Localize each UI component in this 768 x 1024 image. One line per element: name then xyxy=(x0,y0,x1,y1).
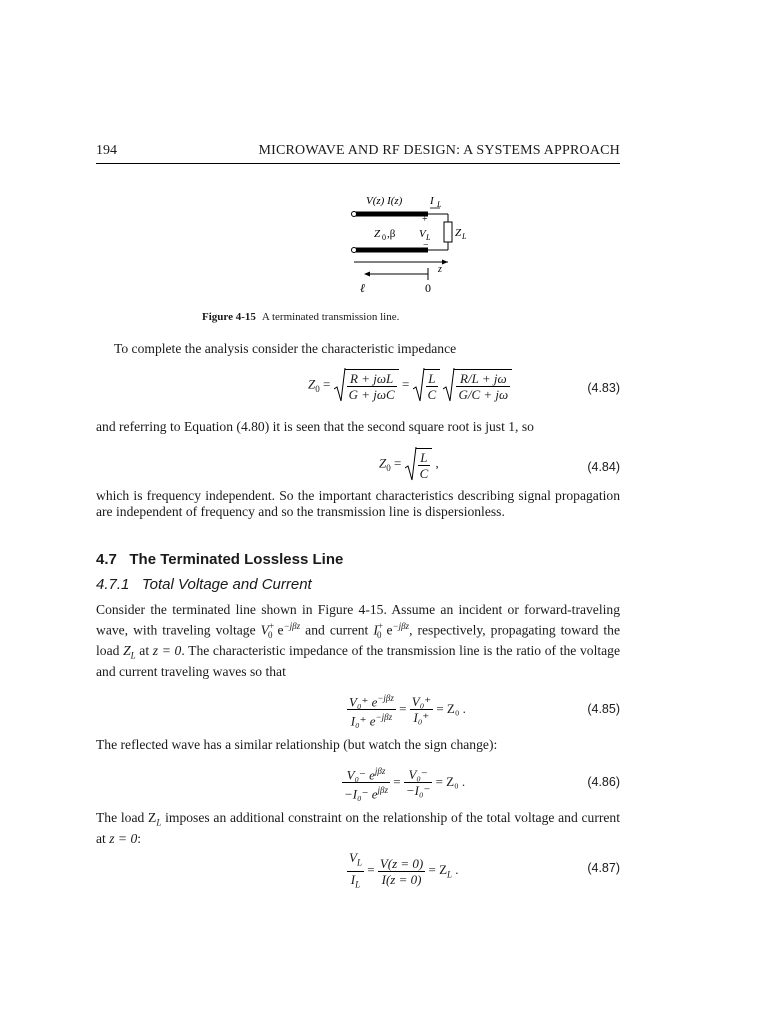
eq-487-rhs-sub: L xyxy=(447,869,453,880)
figure-4-15 xyxy=(336,188,496,298)
figure-caption-text: A terminated transmission line. xyxy=(261,311,400,323)
eq-484-sqrt xyxy=(405,448,433,481)
paragraph-terminated-line: Consider the terminated line shown in Figure 4-15. Assume an incident or forward-traveling wave, with traveling voltage $V^+_0$ $e^{-j\beta z}$ and current $I^+_0$ $e^{-j\beta z}$, respectively, propagating toward the load $Z_L$ at z = 0. The characteristic impedance of the transmission line is the ratio of the voltage and current traveling waves so that xyxy=(96,602,621,679)
paragraph-second-root: and referring to Equation (4.80) it is seen that the second square root is just 1, so xyxy=(96,419,534,434)
vl-label: V xyxy=(419,228,426,240)
eq-486-num-2: V₀⁻ xyxy=(404,767,432,783)
eq-485-num-1-sup: −jβz xyxy=(377,693,394,703)
paragraph-reflected-wave: The reflected wave has a similar relationship (but watch the sign change): xyxy=(96,737,498,752)
eq-487-den-1-sub: L xyxy=(355,879,361,890)
section-heading xyxy=(96,551,343,568)
equation-4-85: $\frac{V_0^+ e^{-j\beta z}}{I_0^+ e^{-j\beta z}}$ = $\frac{\text{V₀⁺}}{\text{I₀⁺}}$ = Z₀ . (4.85) xyxy=(349,693,620,729)
eq-483-lhs: Z xyxy=(308,376,316,392)
eq-485-num-1: V₀⁺ e xyxy=(349,694,378,710)
transmission-line-diagram xyxy=(336,188,496,298)
plus-sign: + xyxy=(422,214,428,225)
equation-4-86: $\frac{V_0^- e^{j\beta z}}{-I_0^- e^{j\beta z}}$ = $\frac{\text{V₀⁻}}{\text{−I₀⁻}}$ = Z₀ . (4.86) xyxy=(344,766,620,802)
eq-487-num-2: V(z = 0) xyxy=(379,855,424,871)
equation-number-4-83: (4.83) xyxy=(587,381,620,395)
minus-sign: − xyxy=(423,240,429,251)
subsection-title: Total Voltage and Current xyxy=(141,576,312,593)
eq-487-den-2: I(z = 0) xyxy=(381,871,422,887)
eq-486-den-1: −I₀⁻ e xyxy=(344,786,378,802)
eq-486-den-2: −I₀⁻ xyxy=(405,783,431,799)
eq-487-rhs: = Z xyxy=(428,862,448,878)
figure-caption-label: Figure 4-15 xyxy=(202,311,256,323)
equation-4-84: $Z_0$ = $\frac{L}{C}$ , (4.84) xyxy=(96,448,620,486)
eq-485-num-2: V₀⁺ xyxy=(411,694,432,710)
equation-number-4-87: (4.87) xyxy=(587,861,620,875)
equation-number-4-85: (4.85) xyxy=(587,702,620,716)
eq-487-tail: . xyxy=(455,862,459,878)
equation-4-87: $\frac{V_L}{I_L}$ = $\frac{V(z = 0)}{I(z = 0)}$ = $Z_L$ . (4.87) xyxy=(349,850,620,890)
z0-sub-label: 0 xyxy=(382,233,386,242)
subsection-number: 4.7.1 xyxy=(96,576,130,593)
zero-label: 0 xyxy=(425,281,431,295)
ell-label: ℓ xyxy=(360,281,365,295)
eq-486-num-1-sup: jβz xyxy=(374,766,386,776)
section-number: 4.7 xyxy=(96,551,117,568)
paragraph-intro: To complete the analysis consider the characteristic impedance xyxy=(114,341,457,356)
figure-caption xyxy=(202,311,399,323)
running-title: MICROWAVE AND RF DESIGN: A SYSTEMS APPROACH xyxy=(258,143,620,158)
eq-483-den-2: C xyxy=(427,387,437,402)
running-header xyxy=(96,143,620,163)
vl-sub-label: L xyxy=(426,233,431,242)
eq-483-sqrt-2 xyxy=(413,369,441,402)
eq-483-num-1: R + jωL xyxy=(347,371,397,387)
zl-sub-label: L xyxy=(462,232,467,241)
eq-483-num-3: R/L + jω xyxy=(456,371,510,387)
page-number: 194 xyxy=(96,143,117,158)
eq-486-den-1-sup: jβz xyxy=(377,785,389,796)
z-axis-label: z xyxy=(438,264,442,275)
eq-484-num: L xyxy=(418,450,431,466)
z0-label: Z xyxy=(374,228,381,240)
eq-485-rhs: = Z₀ . xyxy=(436,700,466,716)
book-page xyxy=(96,0,620,1024)
subsection-heading xyxy=(96,576,312,593)
eq-484-den: C xyxy=(419,466,429,481)
eq-483-lhs-sub: 0 xyxy=(315,384,320,395)
il-sub-label: L xyxy=(437,200,442,209)
eq-485-den-2: I₀⁺ xyxy=(413,710,430,726)
equation-number-4-86: (4.86) xyxy=(587,775,620,789)
equation-4-83: $Z_0$ = $\frac{\text{R + jωL}}{\text{G + jωC}}$ = $\frac{L}{C}$ $\frac{R/L + j\omega}{G/C + j\omega}$ (4.83) xyxy=(96,369,620,409)
il-label: I xyxy=(430,195,434,207)
load-resistor xyxy=(444,222,452,242)
eq-487-num-1: V xyxy=(349,850,357,865)
beta-label: ,β xyxy=(387,228,396,240)
zl-label: Z xyxy=(455,227,462,239)
eq-483-sqrt-1 xyxy=(334,369,399,402)
eq-483-den-3: G/C + jω xyxy=(458,387,509,402)
header-rule xyxy=(96,163,620,164)
eq-483-sqrt-3 xyxy=(443,369,512,402)
eq-485-den-1-sup: −jβz xyxy=(375,712,393,723)
eq-486-rhs: = Z₀ . xyxy=(435,773,466,789)
eq-487-num-1-sub: L xyxy=(356,857,362,868)
eq-484-lhs-sub: 0 xyxy=(386,463,391,474)
eq-483-den-1: G + jωC xyxy=(348,387,395,402)
vz-iz-label: V(z) I(z) xyxy=(366,195,403,207)
eq-485-den-1: I₀⁺ e xyxy=(350,713,376,729)
eq-484-lhs: Z xyxy=(379,455,387,471)
eq-486-num-1: V₀⁻ e xyxy=(346,767,375,783)
eq-483-num-2: L xyxy=(426,371,439,387)
paragraph-load-constraint: The load $Z_L$ imposes an additional constraint on the relationship of the total voltage and current at z = 0: xyxy=(96,810,621,846)
equation-number-4-84: (4.84) xyxy=(587,460,620,474)
section-title: The Terminated Lossless Line xyxy=(129,551,344,568)
eq-487-den-1: I xyxy=(350,871,356,887)
paragraph-dispersionless: which is frequency independent. So the important characteristics describing signal propagation are independent of frequency and so the transmission line is dispersionless. xyxy=(96,488,620,519)
eq-484-tail: , xyxy=(435,455,439,471)
